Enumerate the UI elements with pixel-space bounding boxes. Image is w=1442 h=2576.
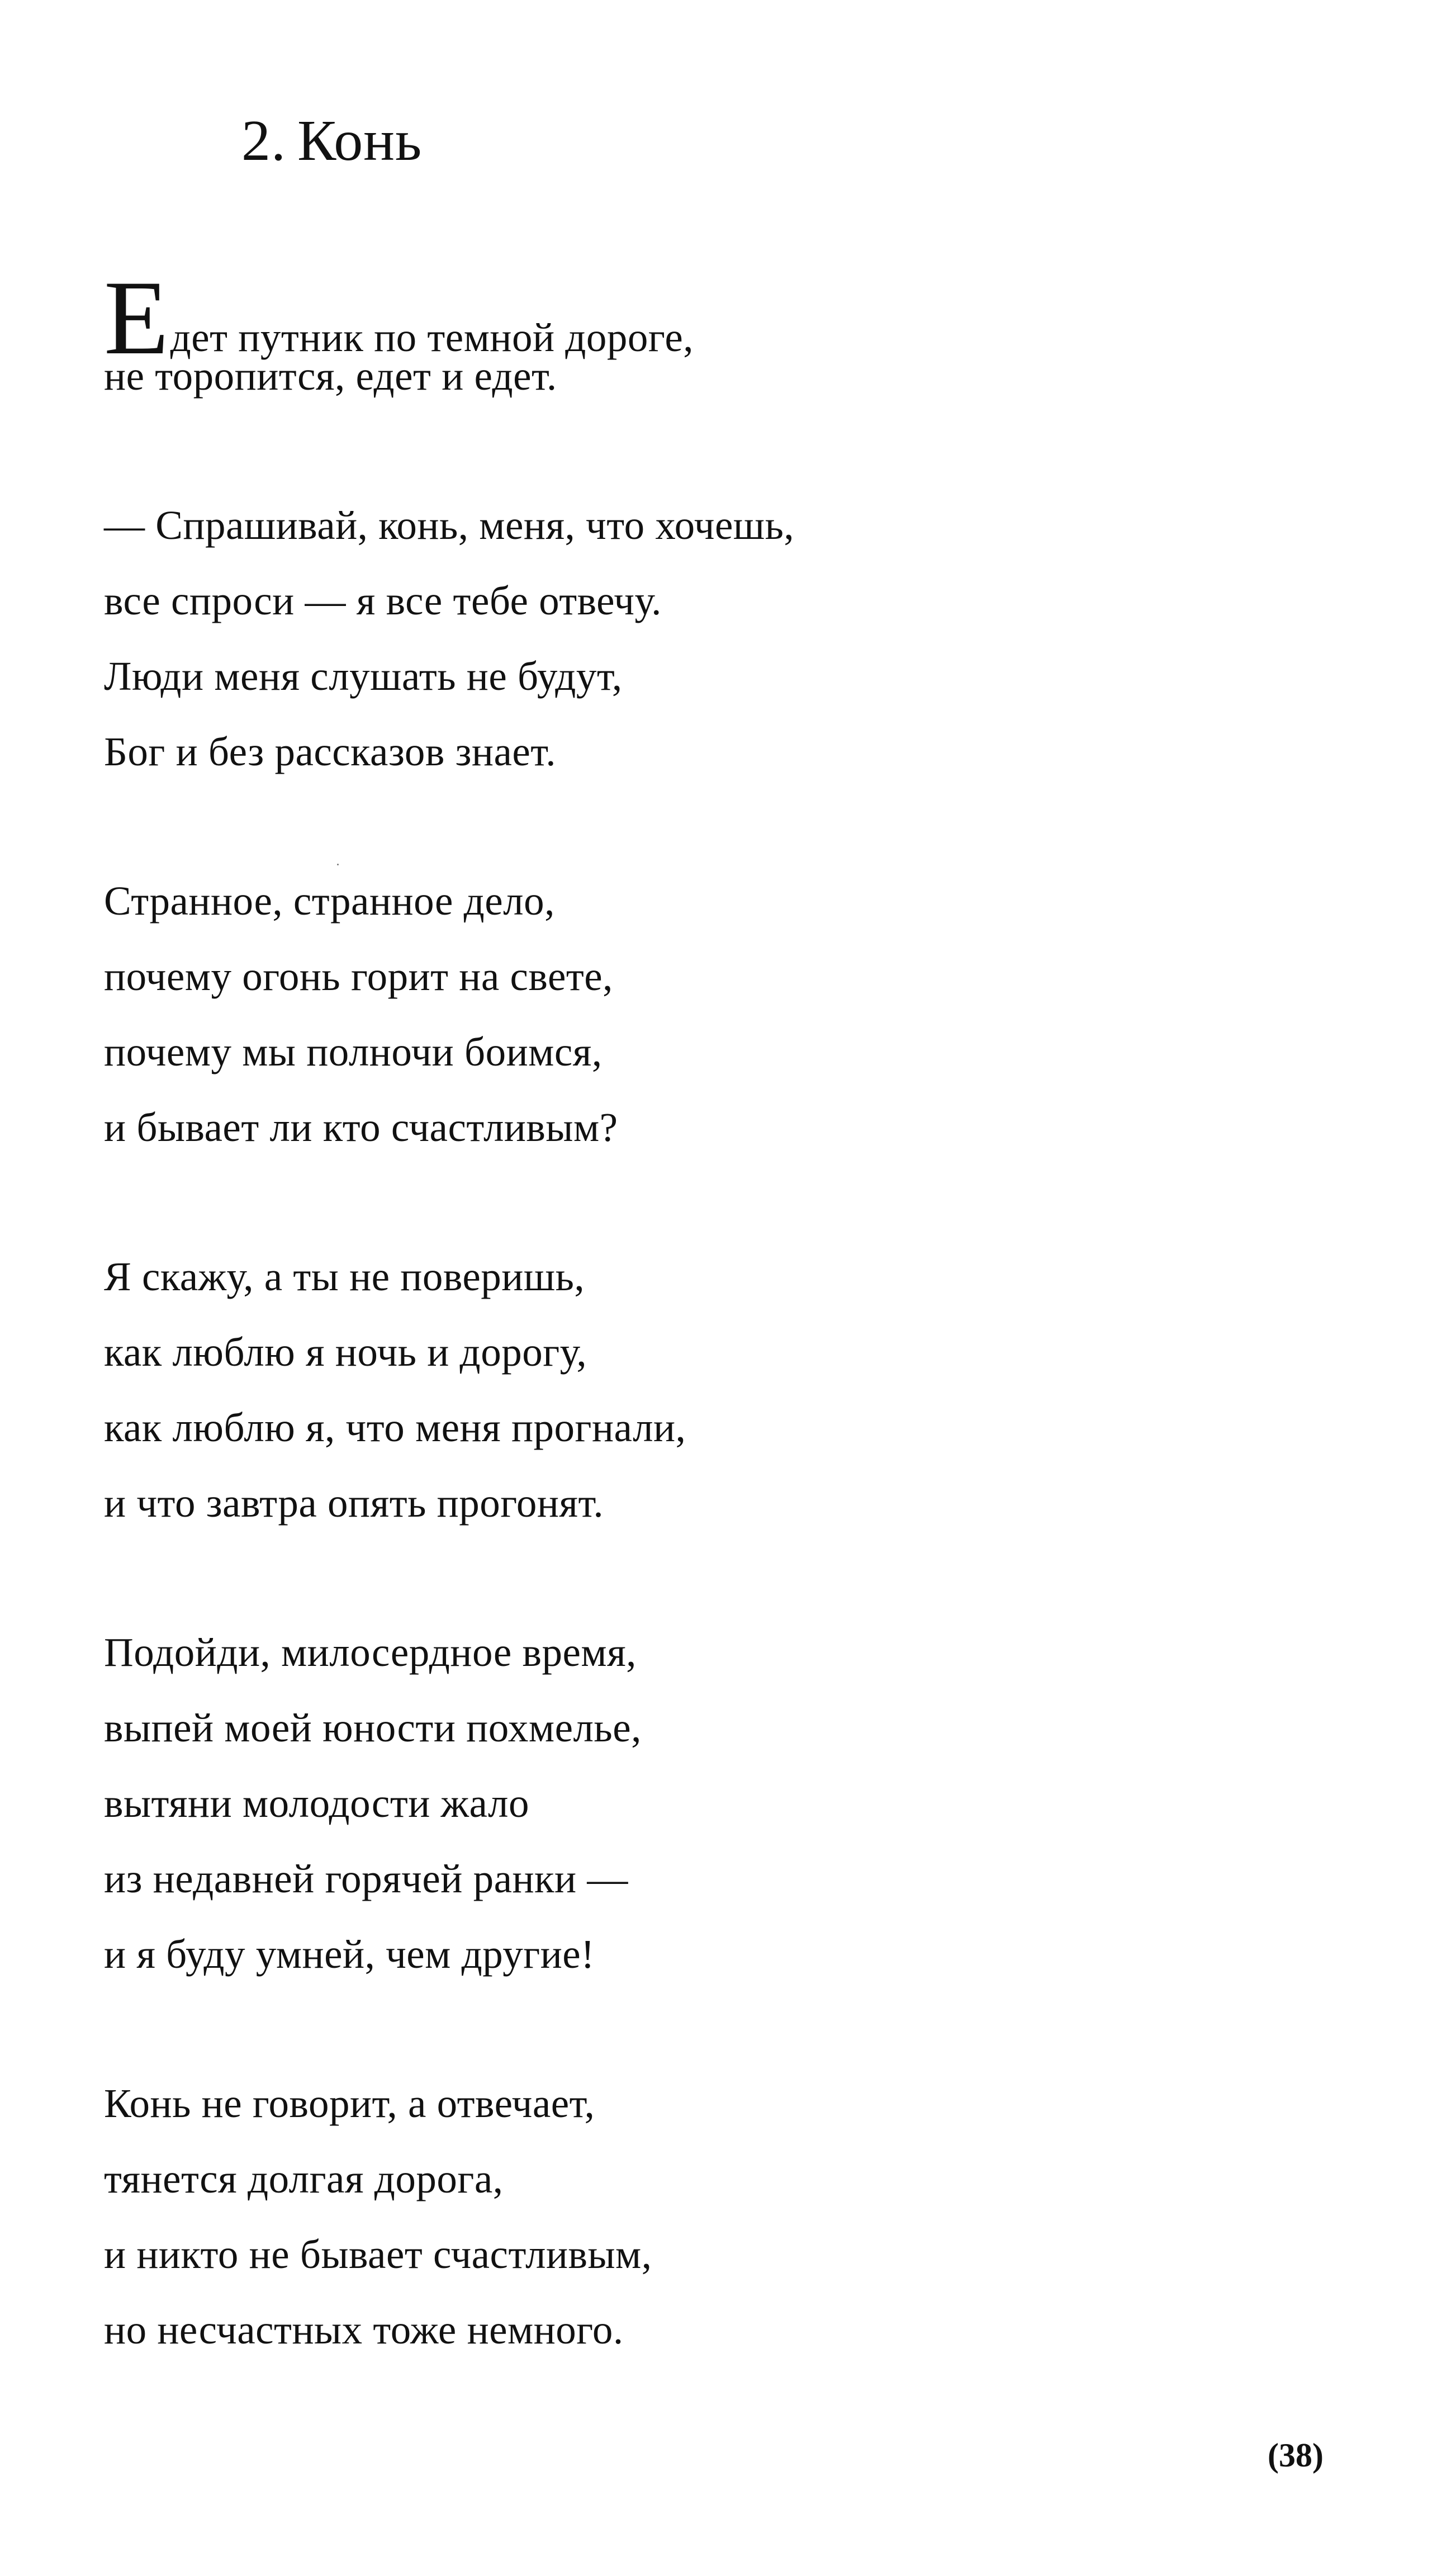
stanza-break — [104, 414, 1278, 487]
poem-number: 2. — [241, 108, 286, 173]
print-speck — [337, 864, 339, 865]
poem-line: — Спрашивай, конь, меня, что хочешь, — [104, 503, 795, 548]
poem-body — [104, 259, 1278, 2367]
poem-line: Подойди, милосердное время, — [104, 1630, 637, 1675]
stanza-break — [104, 1541, 1278, 1614]
poem-line: и я буду умней, чем другие! — [104, 1931, 595, 1977]
stanza-break — [104, 1165, 1278, 1239]
poem-line: и никто не бывает счастливым, — [104, 2232, 652, 2277]
page-number: (38) — [1268, 2437, 1324, 2474]
poem-line: почему огонь горит на свете, — [104, 954, 613, 999]
poem-line: но несчастных тоже немного. — [104, 2307, 624, 2352]
poem-line: тянется долгая дорога, — [104, 2156, 504, 2201]
poem-line: Странное, странное дело, — [104, 878, 555, 924]
poem-line: Я скажу, а ты не поверишь, — [104, 1254, 585, 1299]
poem-line: Конь не говорит, а отвечает, — [104, 2081, 595, 2126]
stanza-break — [104, 1992, 1278, 2066]
poem-line: и что завтра опять прогонят. — [104, 1480, 604, 1526]
poem-line: как люблю я ночь и дорогу, — [104, 1329, 587, 1375]
poem-line: и бывает ли кто счастливым? — [104, 1105, 618, 1150]
poem-line: почему мы полночи боимся, — [104, 1029, 603, 1074]
poem-line: Бог и без рассказов знает. — [104, 729, 556, 774]
poem-line-text: дет путник по темной дороге, — [170, 315, 694, 360]
poem-line: все спроси — я все тебе отвечу. — [104, 578, 662, 623]
poem-line: вытяни молодости жало — [104, 1781, 529, 1826]
poem-title-text: Конь — [297, 108, 423, 173]
poem-line: выпей моей юности похмелье, — [104, 1705, 642, 1750]
stanza — [104, 1239, 1278, 1541]
poem-line: как люблю я, что меня прогнали, — [104, 1405, 686, 1450]
stanza — [104, 487, 1278, 789]
stanza — [104, 1614, 1278, 1992]
stanza — [104, 2066, 1278, 2367]
poem-line: Люди меня слушать не будут, — [104, 654, 623, 699]
poem-line: из недавней горячей ранки — — [104, 1856, 628, 1901]
poem-title — [241, 108, 423, 173]
stanza-break — [104, 789, 1278, 863]
stanza — [104, 863, 1278, 1165]
poem-line: не торопится, едет и едет. — [104, 353, 557, 399]
drop-cap: Е — [104, 259, 169, 377]
